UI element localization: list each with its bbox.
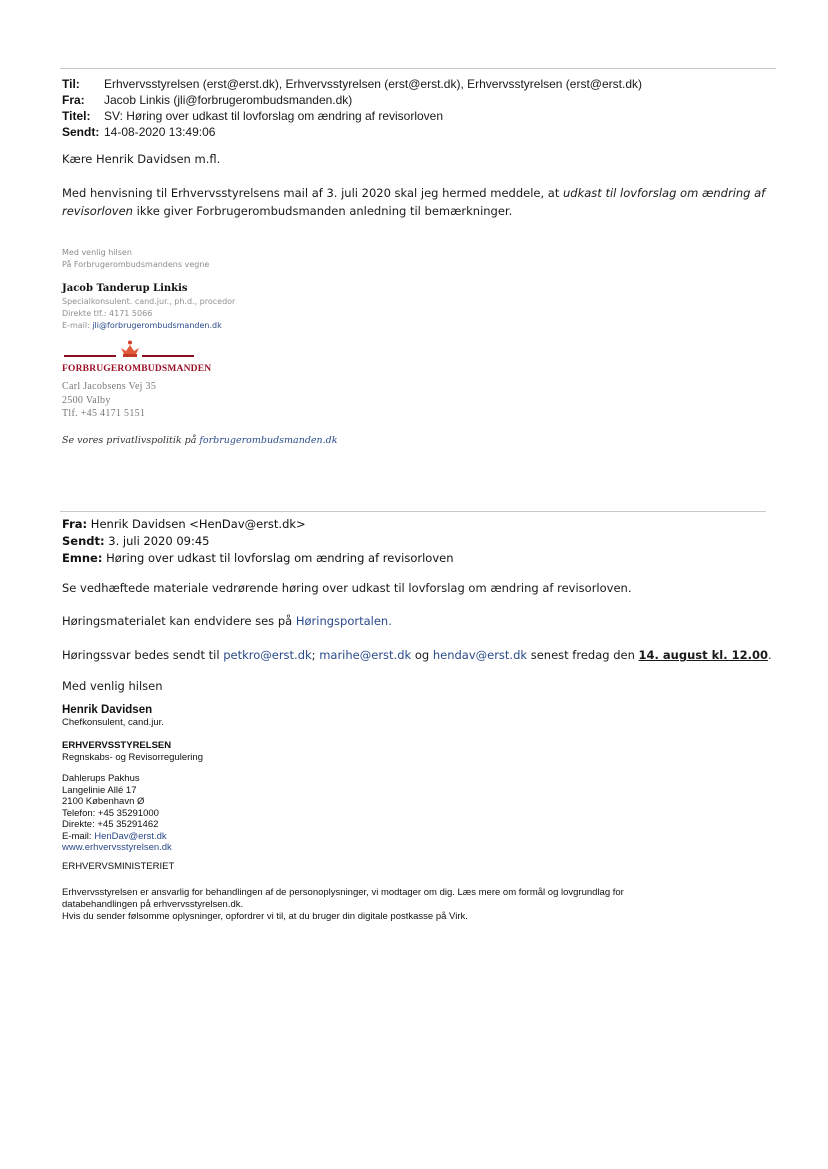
sent-value: 3. juli 2020 09:45 — [104, 534, 210, 548]
subject-value: Høring over udkast til lovforslag om ændring af revisorloven — [102, 551, 454, 565]
address-line-1: Carl Jacobsens Vej 35 — [62, 381, 157, 392]
sent-label: Sendt: — [62, 125, 100, 139]
email2-org-block — [62, 740, 203, 763]
email2-subject-row — [62, 550, 454, 567]
address-line-2: 2500 Valby — [62, 394, 111, 406]
para-text-2: ikke giver Forbrugerombudsmanden anledning til bemærkninger. — [132, 204, 513, 218]
email1-sender-title: Specialkonsulent. cand.jur., ph.d., procedor — [62, 297, 236, 306]
from-label: Fra: — [62, 517, 88, 531]
email1-on-behalf: På Forbrugerombudsmandens vegne — [62, 260, 210, 269]
direct-phone: Direkte: +45 35291462 — [62, 819, 159, 830]
email1-sender-email-row — [62, 320, 222, 332]
email-label: E-mail: — [62, 830, 95, 842]
email1-closing: Med venlig hilsen — [62, 248, 132, 257]
addr-line-3: 2100 København Ø — [62, 796, 145, 807]
website-link[interactable]: www.erhvervsstyrelsen.dk — [62, 842, 172, 853]
disclaimer-line-3: Hvis du sender følsomme oplysninger, opfordrer vi til, at du bruger din digitale postkasse på Virk. — [62, 911, 468, 922]
email2-para3 — [62, 646, 772, 664]
privacy-link[interactable]: forbrugerombudsmanden.dk — [199, 435, 338, 446]
sent-value: 14-08-2020 13:49:06 — [104, 125, 216, 139]
para3-text: Høringssvar bedes sendt til — [62, 648, 224, 662]
deadline: 14. august kl. 12.00 — [638, 648, 768, 662]
logo-text: FORBRUGEROMBUDSMANDEN — [62, 364, 212, 374]
para3-end: . — [767, 648, 772, 662]
email-link-marihe[interactable]: marihe@erst.dk — [319, 648, 412, 662]
addr-line-2: Langelinie Allé 17 — [62, 784, 137, 796]
separator-middle — [60, 511, 766, 512]
email1-sender-phone: Direkte tlf.: 4171 5066 — [62, 309, 153, 318]
sender-email-link[interactable]: jli@forbrugerombudsmanden.dk — [92, 321, 222, 330]
email1-paragraph — [62, 184, 765, 220]
email-label: E-mail: — [62, 321, 93, 330]
from-label: Fra: — [62, 93, 85, 107]
email2-disclaimer — [62, 887, 624, 923]
email1-from-row — [62, 92, 642, 108]
subject-label: Emne: — [62, 551, 103, 565]
email-row — [62, 831, 172, 843]
logo-line-right — [142, 355, 194, 357]
email2-sig-title: Chefkonsulent, cand.jur. — [62, 717, 164, 728]
email1-header — [62, 76, 642, 140]
disclaimer-line-1: Erhvervsstyrelsen er ansvarlig for behandlingen af de personoplysninger, vi modtager om dig. Læs mere om formål og lovgrundlag for — [62, 887, 624, 898]
title-value: SV: Høring over udkast til lovforslag om ændring af revisorloven — [104, 109, 444, 123]
para2-text: Høringsmaterialet kan endvidere ses på — [62, 614, 296, 628]
email2-address-block — [62, 773, 172, 854]
disclaimer-line-2: databehandlingen på erhvervsstyrelsen.dk. — [62, 899, 244, 910]
para-text-1: Med henvisning til Erhvervsstyrelsens mail af 3. juli 2020 skal jeg hermed meddele, at — [62, 186, 563, 200]
crown-icon — [119, 340, 141, 358]
to-label: Til: — [62, 77, 80, 91]
privacy-prefix: Se vores privatlivspolitik på — [62, 435, 200, 446]
email-link[interactable]: HenDav@erst.dk — [94, 830, 167, 842]
address-line-3: Tlf. +45 4171 5151 — [62, 408, 146, 419]
email2-header — [62, 516, 454, 567]
email2-closing: Med venlig hilsen — [62, 679, 163, 693]
ministry: ERHVERVSMINISTERIET — [62, 861, 175, 872]
para3-og: og — [411, 648, 433, 662]
addr-line-1: Dahlerups Pakhus — [62, 773, 140, 784]
para3-after: senest fredag den — [527, 648, 639, 662]
email2-from-row — [62, 516, 454, 533]
email1-title-row — [62, 108, 642, 124]
email-link-petkro[interactable]: petkro@erst.dk — [223, 648, 312, 662]
logo-line-left — [64, 355, 116, 357]
email1-greeting: Kære Henrik Davidsen m.fl. — [62, 152, 221, 166]
email2-para1: Se vedhæftede materiale vedrørende høring over udkast til lovforslag om ændring af revisorloven. — [62, 581, 632, 595]
para-italic-1: udkast til lovforslag om ændring af — [563, 186, 766, 200]
email2-para2 — [62, 612, 392, 630]
horingsportalen-link[interactable]: Høringsportalen. — [295, 614, 392, 628]
email1-to-row — [62, 76, 642, 92]
dept: Regnskabs- og Revisorregulering — [62, 751, 203, 763]
from-value: Jacob Linkis (jli@forbrugerombudsmanden.dk) — [104, 93, 353, 107]
email2-sig-name: Henrik Davidsen — [62, 704, 153, 716]
sent-label: Sendt: — [62, 534, 105, 548]
email2-sent-row — [62, 533, 454, 550]
para-italic-2: revisorloven — [62, 204, 133, 218]
email-link-hendav[interactable]: hendav@erst.dk — [432, 648, 528, 662]
to-value: Erhvervsstyrelsen (erst@erst.dk), Erhvervsstyrelsen (erst@erst.dk), Erhvervsstyrelsen (erst@erst.dk) — [104, 77, 642, 91]
phone: Telefon: +45 35291000 — [62, 807, 159, 819]
email1-address — [62, 380, 156, 421]
email1-privacy — [62, 435, 338, 446]
org-name: ERHVERVSSTYRELSEN — [62, 740, 172, 751]
separator-top — [60, 68, 776, 69]
forbrugerombudsmanden-logo — [60, 338, 212, 378]
from-value: Henrik Davidsen <HenDav@erst.dk> — [87, 517, 306, 531]
email1-sent-row — [62, 124, 642, 140]
title-label: Titel: — [62, 109, 91, 123]
email1-sender-name: Jacob Tanderup Linkis — [62, 283, 188, 294]
para3-sep: ; — [311, 648, 320, 662]
